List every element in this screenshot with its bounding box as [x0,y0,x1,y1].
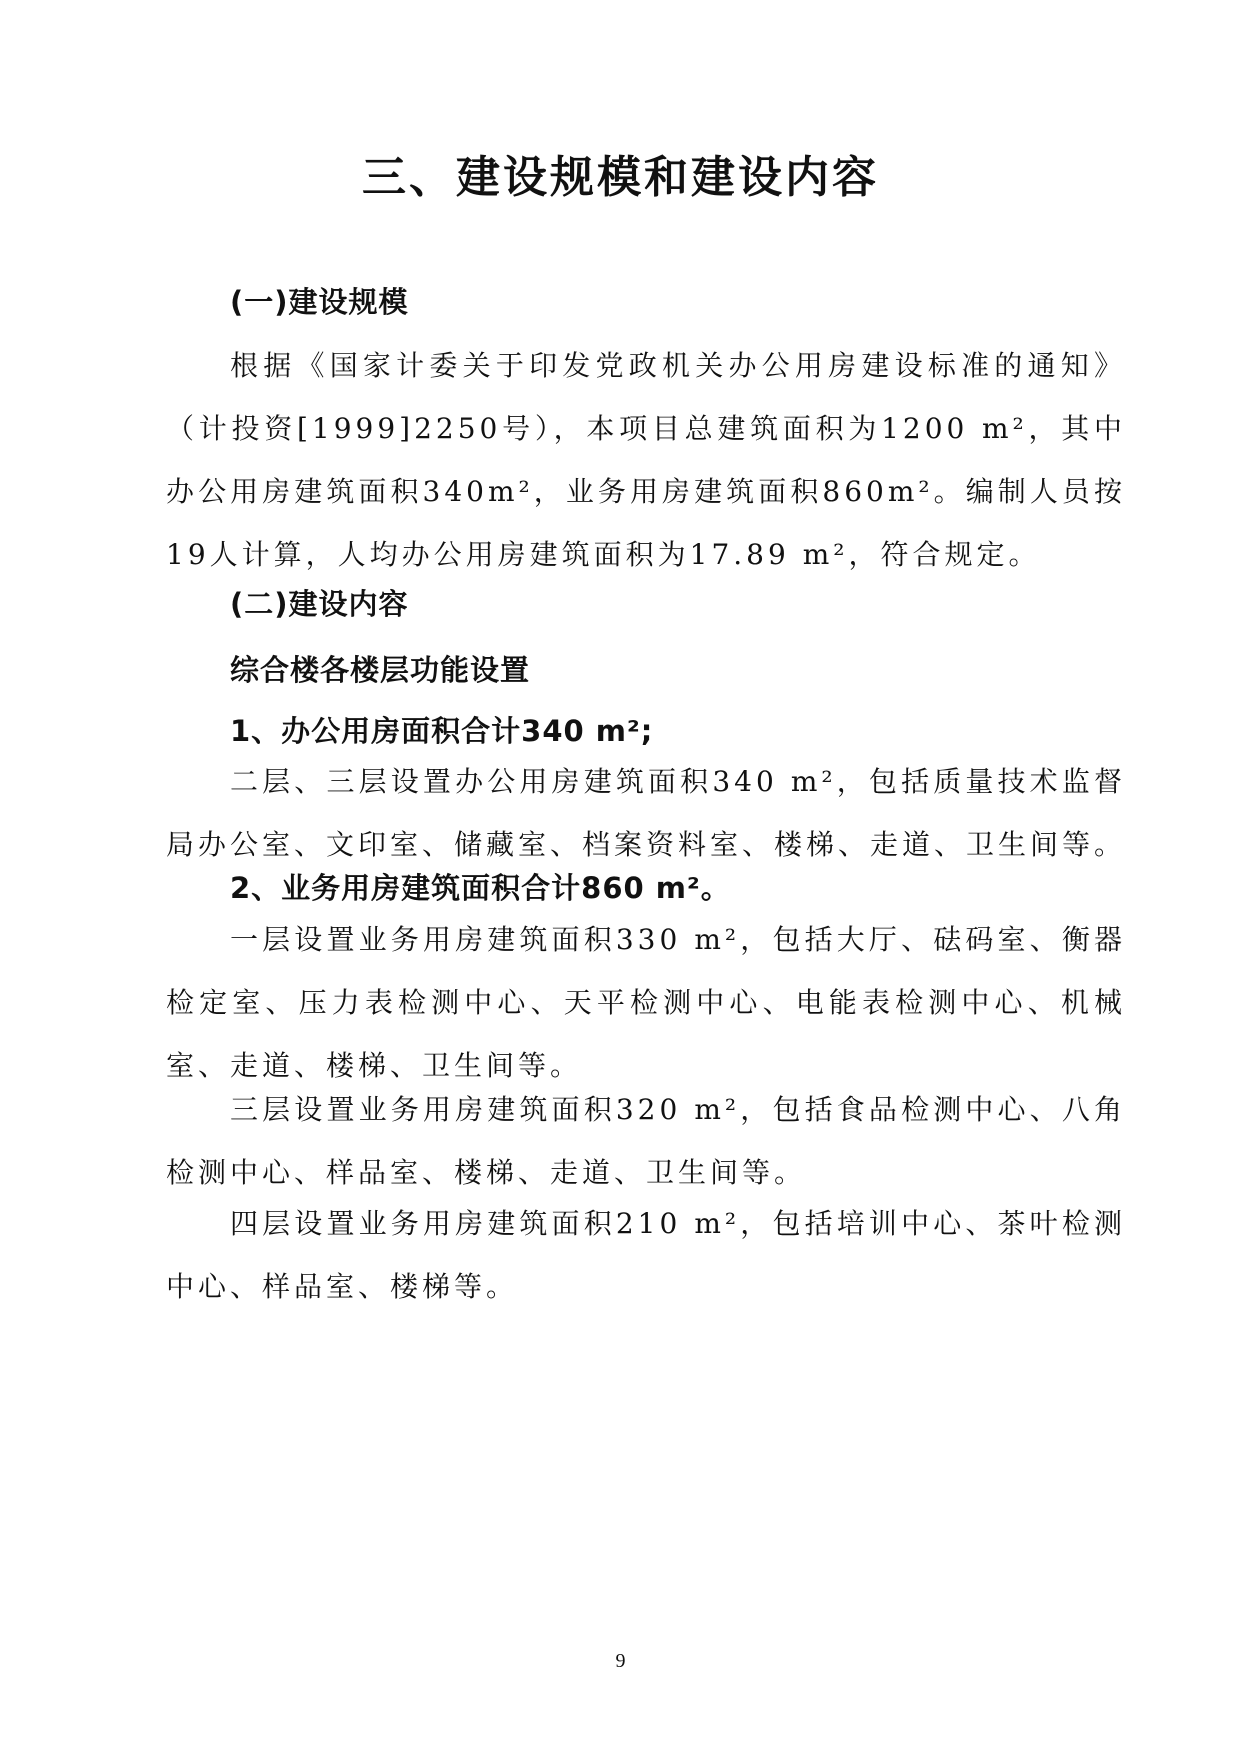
item-heading-business-area: 2、业务用房建筑面积合计860 m²。 [230,871,731,905]
item-heading-office-area: 1、办公用房面积合计340 m²; [230,714,654,748]
section-heading-scale: (一)建设规模 [230,285,409,319]
paragraph-fourth-floor: 四层设置业务用房建筑面积210 m²，包括培训中心、茶叶检测中心、样品室、楼梯等。 [166,1207,1126,1303]
paragraph-office-rooms: 二层、三层设置办公用房建筑面积340 m²，包括质量技术监督局办公室、文印室、储藏室、档案资料室、楼梯、走道、卫生间等。 [166,765,1127,861]
page-title: 三、建设规模和建设内容 [362,152,879,203]
subheading-floor-functions: 综合楼各楼层功能设置 [230,653,531,687]
paragraph-third-floor: 三层设置业务用房建筑面积320 m²，包括食品检测中心、八角检测中心、样品室、楼梯、走道、卫生间等。 [166,1093,1126,1189]
page-number: 9 [615,1650,626,1672]
paragraph-scale: 根据《国家计委关于印发党政机关办公用房建设标准的通知》（计投资[1999]2250号），本项目总建筑面积为1200 m²，其中办公用房建筑面积340m²，业务用房建筑面积860m²。编制人员按19人计算，人均办公用房建筑面积为17.89 m²，符合规定。 [166,349,1126,571]
paragraph-first-floor: 一层设置业务用房建筑面积330 m²，包括大厅、砝码室、衡器检定室、压力表检测中心、天平检测中心、电能表检测中心、机械室、走道、楼梯、卫生间等。 [166,923,1126,1082]
section-heading-content: (二)建设内容 [230,587,409,621]
